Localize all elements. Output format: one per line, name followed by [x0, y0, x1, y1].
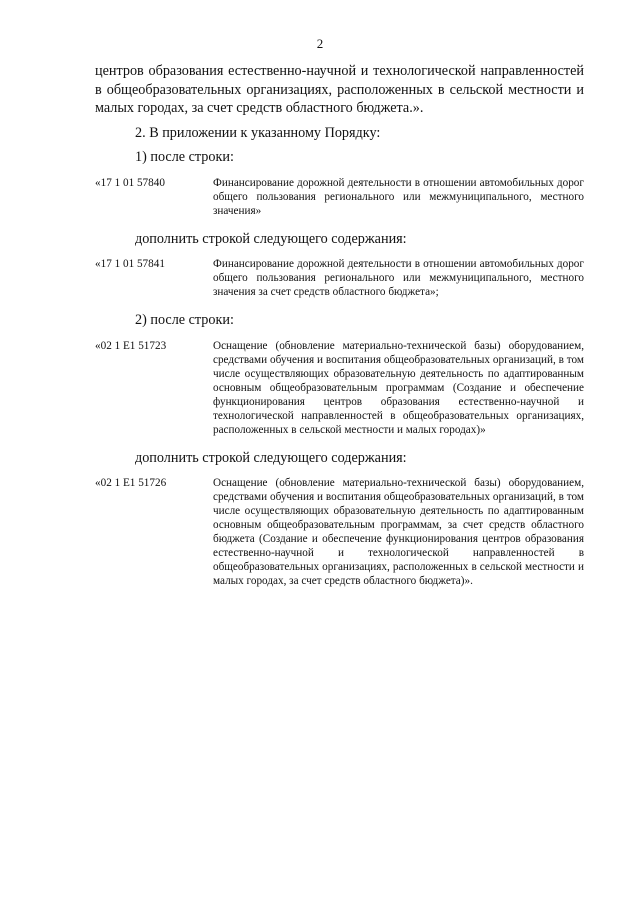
- budget-entry-02-1-e1-51726: [95, 476, 584, 588]
- entry-code: «17 1 01 57841: [95, 258, 165, 270]
- item-1-heading: 1) после строки:: [135, 149, 234, 165]
- item-2-heading: 2) после строки:: [135, 312, 234, 328]
- entry-description: Оснащение (обновление материально-технической базы) оборудованием, средствами обучения и воспитания общеобразовательных организаций, в том числе осуществляющих образовательную деятельность по адаптированным основным общеобразовательным программам, за счет средств областного бюджета (Создание и обеспечение функционирования центров образования естественно-научной и технологической направленностей в общеобразовательных организациях, расположенных в сельской местности и малых городах, за счет средств областного бюджета)».: [213, 477, 584, 587]
- budget-entry-17-1-01-57841: [95, 257, 584, 299]
- entry-description: Финансирование дорожной деятельности в отношении автомобильных дорог общего пользования регионального или межмуниципального, местного значения за счет средств областного бюджета»;: [213, 258, 584, 298]
- entry-description: Финансирование дорожной деятельности в отношении автомобильных дорог общего пользования регионального или межмуниципального, местного значения»: [213, 176, 584, 217]
- entry-code: «17 1 01 57840: [95, 176, 165, 189]
- document-body: [95, 62, 584, 588]
- section-2-heading: 2. В приложении к указанному Порядку:: [135, 124, 381, 141]
- intro-paragraph: центров образования естественно-научной и технологической направленностей в общеобразовательных организациях, расположенных в сельской местности и малых городах, за счет средств областного бюджета.».: [95, 63, 584, 116]
- entry-code: «02 1 Е1 51726: [95, 477, 167, 489]
- entry-code: «02 1 Е1 51723: [95, 339, 167, 352]
- budget-entry-17-1-01-57840: [95, 176, 584, 218]
- supplement-heading-1: дополнить строкой следующего содержания:: [135, 230, 407, 247]
- entry-description: Оснащение (обновление материально-технической базы) оборудованием, средствами обучения и воспитания общеобразовательных организаций, в том числе осуществляющих образовательную деятельность по адаптированным основным общеобразовательным программам (Создание и обеспечение функционирования центров образования естественно-научной и технологической направленностей в общеобразовательных организациях, расположенных в сельской местности и малых городах)»: [213, 339, 584, 436]
- supplement-heading-2: дополнить строкой следующего содержания:: [135, 449, 407, 466]
- budget-entry-02-1-e1-51723: [95, 339, 584, 437]
- page-number: 2: [316, 36, 324, 51]
